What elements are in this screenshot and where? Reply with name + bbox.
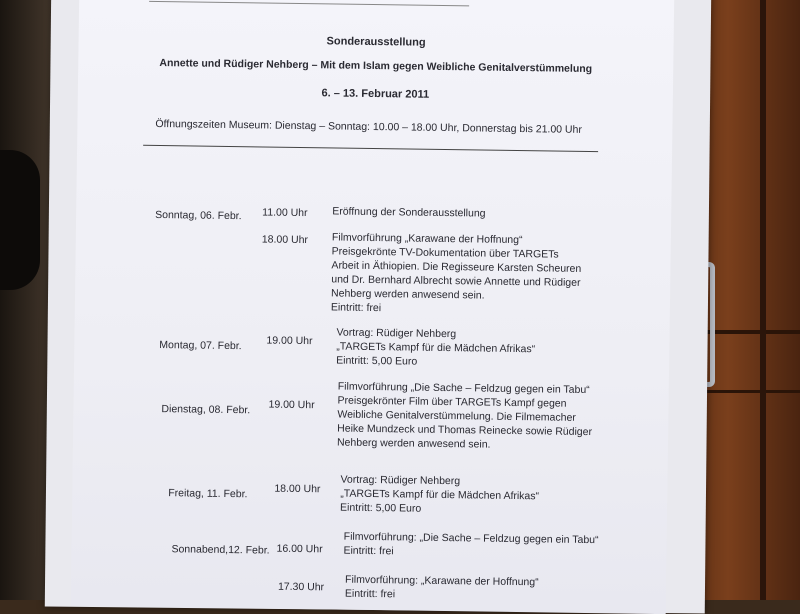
poster-title: Sonderausstellung [326,35,426,49]
event-line: Filmvorführung „Die Sache – Feldzug gegen ein Tabu“ [337,380,590,397]
event-line: Eintritt: frei [330,301,382,315]
top-rule [149,1,469,6]
event-line: Eröffnung der Sonderausstellung [332,205,486,220]
event-line: Vortrag: Rüdiger Nehberg [336,326,457,341]
event-line: Filmvorführung „Karawane der Hoffnung“ [331,231,523,247]
event-time: 19.00 Uhr [266,334,313,348]
event-day: Montag, 07. Febr. [159,339,242,353]
event-line: Eintritt: frei [343,544,394,558]
event-day: Freitag, 11. Febr. [168,487,248,501]
header-rule [143,145,598,152]
event-day: Sonnabend,12. Febr. [171,543,270,557]
event-time: 11.00 Uhr [262,206,308,220]
event-line: Nehberg werden anwesend sein. [336,436,491,451]
event-line: Weibliche Genitalverstümmelung. Die Filmemacher [337,408,576,424]
poster-sheet [71,0,675,614]
event-line: Filmvorführung: „Die Sache – Feldzug gegen ein Tabu“ [343,530,599,547]
event-line: „TARGETs Kampf für die Mädchen Afrikas“ [336,340,536,356]
event-line: Preisgekrönte TV-Dokumentation über TARGETs [331,245,559,261]
event-line: und Dr. Bernhard Albrecht sowie Annette und Rüdiger [331,273,581,289]
event-line: Eintritt: 5,00 Euro [340,501,422,515]
poster-subtitle: Annette und Rüdiger Nehberg – Mit dem Islam gegen Weibliche Genitalverstümmelung [159,57,593,76]
event-line: Eintritt: 5,00 Euro [336,354,418,368]
poster-dates: 6. – 13. Februar 2011 [321,87,430,101]
event-line: Eintritt: frei [344,587,396,601]
event-day: Sonntag, 06. Febr. [155,208,242,223]
opening-hours: Öffnungszeiten Museum: Dienstag – Sonntag: 10.00 – 18.00 Uhr, Donnerstag bis 21.00 Uhr [155,117,582,136]
event-time: 18.00 Uhr [274,482,321,496]
event-time: 19.00 Uhr [268,398,315,412]
event-time: 17.30 Uhr [277,580,325,594]
event-time: 16.00 Uhr [276,542,323,556]
event-line: Heike Mundzeck und Thomas Reinecke sowie Rüdiger [337,422,593,439]
event-line: „TARGETs Kampf für die Mädchen Afrikas“ [340,487,540,503]
event-line: Arbeit in Äthiopien. Die Regisseure Karsten Scheuren [331,259,582,275]
event-time: 18.00 Uhr [261,233,309,247]
event-line: Nehberg werden anwesend sein. [331,287,485,302]
background-person-shadow [0,150,40,290]
cabinet-edge [760,0,766,600]
event-line: Filmvorführung: „Karawane der Hoffnung“ [345,573,539,589]
event-line: Preisgekrönter Film über TARGETs Kampf gegen [337,394,567,410]
event-day: Dienstag, 08. Febr. [161,403,251,417]
event-line: Vortrag: Rüdiger Nehberg [340,473,461,488]
